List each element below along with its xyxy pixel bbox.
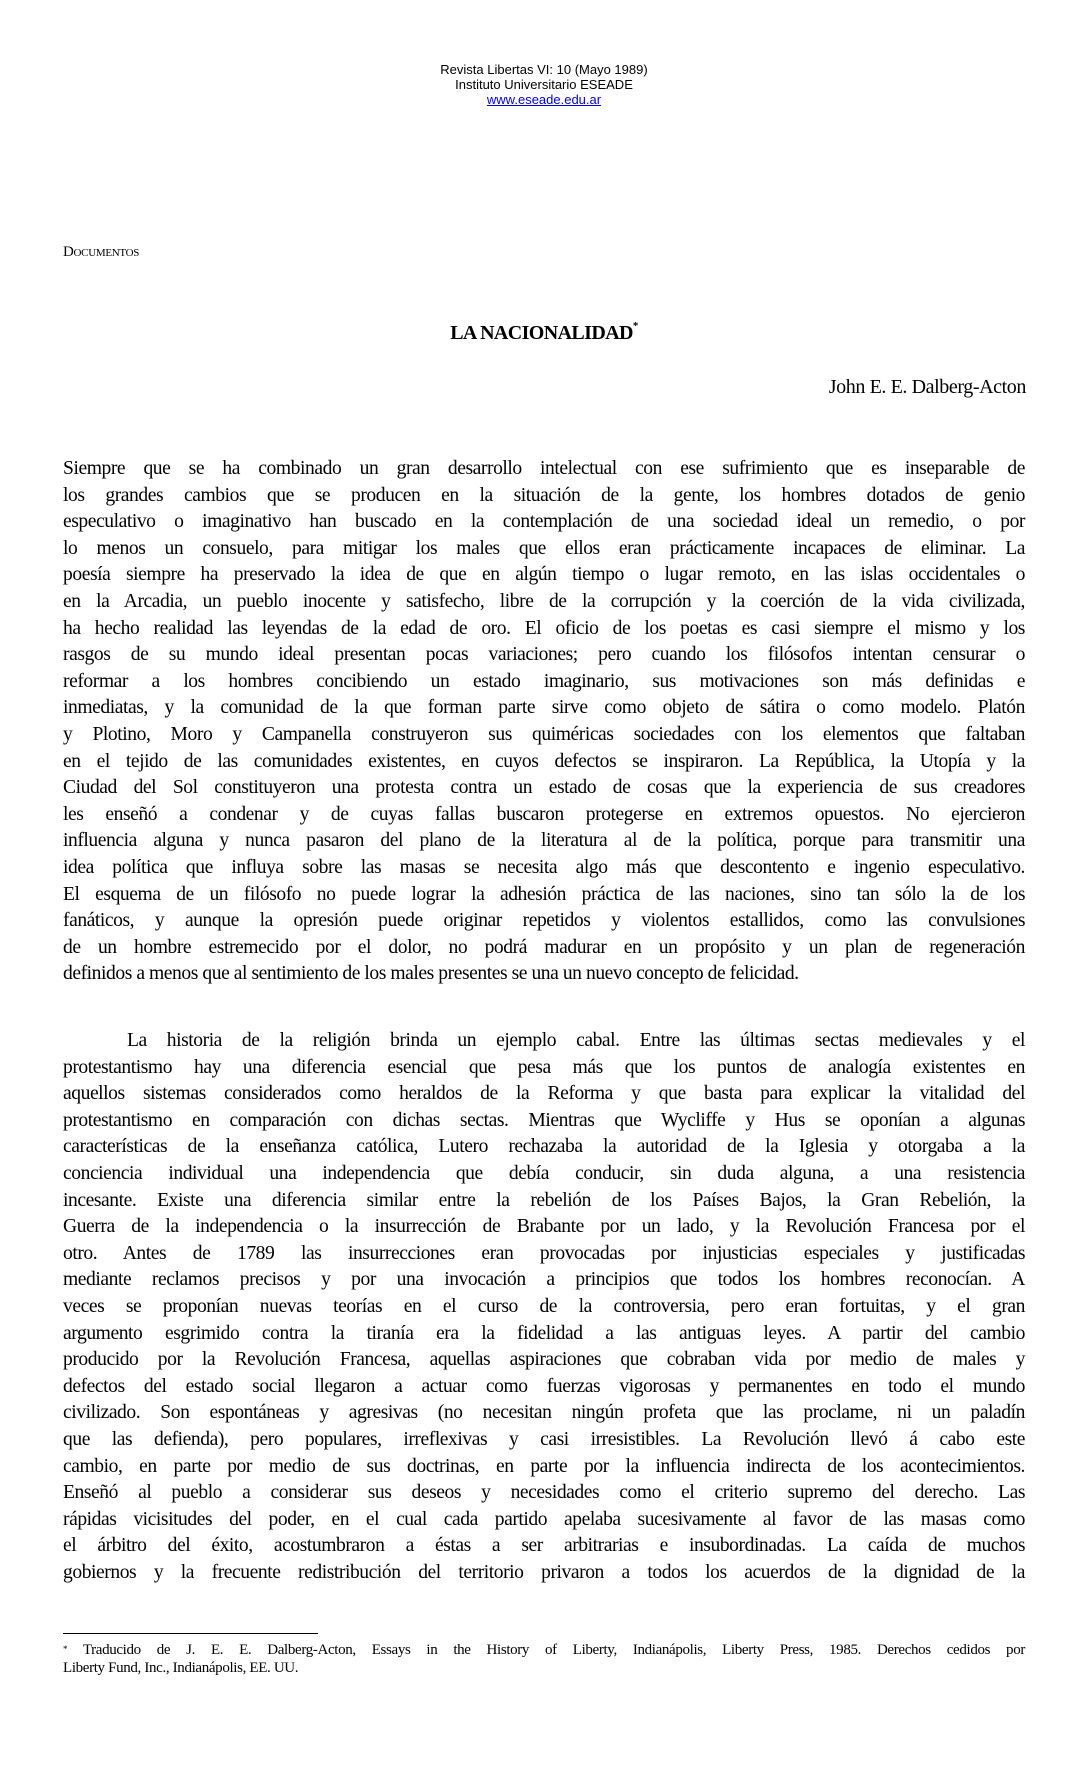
text-line: especulativo o imaginativo han buscado en la contemplación de una sociedad ideal un remedio, o por [63, 511, 1025, 533]
text-line: gobiernos y la frecuente redistribución del territorio privaron a todos los acuerdos de la dignidad de la [63, 1561, 1025, 1583]
institute-url-link[interactable]: www.eseade.edu.ar [486, 92, 602, 107]
footnote [63, 1641, 1025, 1677]
text-line: aquellos sistemas considerados como heraldos de la Reforma y que basta para explicar la vitalidad del [63, 1083, 1025, 1105]
text-line: Enseñó al pueblo a considerar sus deseos y necesidades como el criterio supremo del derecho. Las [63, 1482, 1025, 1504]
text-line: rápidas vicisitudes del poder, en el cual cada partido apelaba sucesivamente al favor de las masas como [63, 1508, 1025, 1530]
text-line: idea política que influya sobre las masas se necesita algo más que descontento e ingenio especulativo. [63, 856, 1025, 878]
text-line: que las defienda), pero populares, irreflexivas y casi irresistibles. La Revolución llevó á cabo este [63, 1428, 1025, 1450]
text-line: Guerra de la independencia o la insurrección de Brabante por un lado, y la Revolución Francesa por el [63, 1216, 1025, 1238]
text-line: en el tejido de las comunidades existentes, en cuyos defectos se inspiraron. La República, la Utopía y la [63, 750, 1025, 772]
text-line: de un hombre estremecido por el dolor, no podrá madurar en un propósito y un plan de regeneración [63, 936, 1025, 958]
footnote-text: Traducido de J. E. E. Dalberg-Acton, Essays in the History of Liberty, Indianápolis, Liberty Press, 1985. Derechos cedidos por [82, 1642, 1025, 1658]
text-line: fanáticos, y aunque la opresión puede originar repetidos y violentos estallidos, como las convulsiones [63, 910, 1025, 932]
text-line: lo menos un consuelo, para mitigar los males que ellos eran prácticamente incapaces de eliminar. La [63, 537, 1025, 559]
text-line: argumento esgrimido contra la tiranía era la fidelidad a las antiguas leyes. A partir del cambio [63, 1322, 1025, 1344]
text-line: civilizado. Son espontáneas y agresivas (no necesitan ningún profeta que las proclame, ni un paladín [63, 1402, 1025, 1424]
paragraph-2 [63, 1028, 1025, 1586]
section-label: Documentos [63, 244, 140, 260]
text-line: mediante reclamos precisos y por una invocación a principios que todos los hombres reconocían. A [63, 1269, 1025, 1291]
text-line: protestantismo en comparación con dichas sectas. Mientras que Wycliffe y Hus se oponían a algunas [63, 1109, 1025, 1131]
text-line: rasgos de su mundo ideal presentan pocas variaciones; pero cuando los filósofos intentan censurar o [63, 644, 1025, 666]
text-line: influencia alguna y nunca pasaron del plano de la literatura al de la política, porque para transmitir una [63, 830, 1025, 852]
text-line: defectos del estado social llegaron a actuar como fuerzas vigorosas y permanentes en todo el mundo [63, 1375, 1025, 1397]
text-line: cambio, en parte por medio de sus doctrinas, en parte por la influencia indirecta de los acontecimientos. [63, 1455, 1025, 1477]
text-line: características de la enseñanza católica, Lutero rechazaba la autoridad de la Iglesia y otorgaba a la [63, 1136, 1025, 1158]
text-line: La historia de la religión brinda un ejemplo cabal. Entre las últimas sectas medievales y el [127, 1030, 1025, 1051]
paragraph-1 [63, 456, 1025, 988]
text-line: Ciudad del Sol constituyeron una protesta contra un estado de cosas que la experiencia de sus creadores [63, 777, 1025, 799]
text-line: producido por la Revolución Francesa, aquellas aspiraciones que cobraban vida por medio de males y [63, 1349, 1025, 1371]
document-title-block [0, 322, 1088, 345]
text-line: protestantismo hay una diferencia esencial que pesa más que los puntos de analogía existentes en [63, 1056, 1025, 1078]
title-footnote-mark: * [632, 320, 638, 332]
journal-citation: Revista Libertas VI: 10 (Mayo 1989) [440, 62, 648, 77]
text-line: incesante. Existe una diferencia similar entre la rebelión de los Países Bajos, la Gran Rebelión, la [63, 1189, 1025, 1211]
text-line: poesía siempre ha preservado la idea de que en algún tiempo o lugar remoto, en las islas occidentales o [63, 564, 1025, 586]
page-header [0, 62, 1088, 107]
footnote-line: Liberty Fund, Inc., Indianápolis, EE. UU. [63, 1660, 299, 1676]
footnote-mark: * [63, 1644, 68, 1654]
text-line: les enseñó a condenar y de cuyas fallas buscaron protegerse en extremos opuestos. No ejercieron [63, 803, 1025, 825]
institute-name: Instituto Universitario ESEADE [455, 77, 633, 92]
author-name: John E. E. Dalberg-Acton [828, 376, 1026, 398]
text-line: y Plotino, Moro y Campanella construyeron sus quiméricas sociedades con los elementos que faltaban [63, 723, 1025, 745]
document-title: LA NACIONALIDAD [450, 322, 633, 344]
text-line: los grandes cambios que se producen en la situación de la gente, los hombres dotados de genio [63, 484, 1025, 506]
text-line: Siempre que se ha combinado un gran desarrollo intelectual con ese sufrimiento que es inseparable de [63, 458, 1025, 479]
text-line: veces se proponían nuevas teorías en el curso de la controversia, pero eran fortuitas, y el gran [63, 1295, 1025, 1317]
text-line: el árbitro del éxito, acostumbraron a éstas a ser arbitrarias e insubordinadas. La caída de muchos [63, 1535, 1025, 1557]
footnote-line [63, 1641, 1025, 1659]
text-line: definidos a menos que al sentimiento de los males presentes se una un nuevo concepto de felicidad. [63, 963, 799, 985]
text-line: conciencia individual una independencia que debía conducir, sin duda alguna, a una resistencia [63, 1162, 1025, 1184]
text-line: otro. Antes de 1789 las insurrecciones eran provocadas por injusticias especiales y justificadas [63, 1242, 1025, 1264]
text-line: inmediatas, y la comunidad de la que forman parte sirve como objeto de sátira o como modelo. Platón [63, 697, 1025, 719]
footnote-divider [63, 1633, 318, 1634]
text-line: ha hecho realidad las leyendas de la edad de oro. El oficio de los poetas es casi siempre el mismo y los [63, 617, 1025, 639]
text-line: reformar a los hombres concibiendo un estado imaginario, sus motivaciones son más definidas e [63, 670, 1025, 692]
text-line: en la Arcadia, un pueblo inocente y satisfecho, libre de la corrupción y la coerción de la vida civilizada, [63, 590, 1025, 612]
text-line: El esquema de un filósofo no puede lograr la adhesión práctica de las naciones, sino tan sólo la de los [63, 883, 1025, 905]
